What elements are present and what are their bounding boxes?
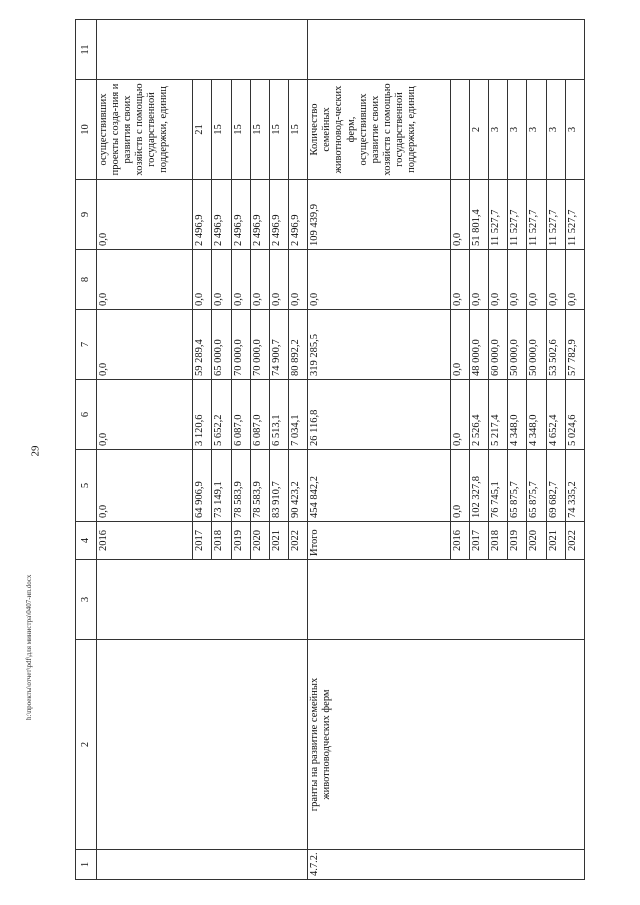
cell-indicator-value: 3 [527,80,546,180]
cell-value: 83 910,7 [269,450,288,522]
cell-col11 [97,20,308,80]
cell-value: 60 000,0 [488,310,507,380]
cell-value: 0,0 [508,250,527,310]
cell-value: 59 289,4 [193,310,212,380]
cell-value: 76 745,1 [488,450,507,522]
cell-indicator-value: 15 [250,80,269,180]
cell-value: 65 875,7 [527,450,546,522]
cell-indicator-value: 3 [488,80,507,180]
cell-indicator-value: 2 [469,80,488,180]
column-number-6: 6 [76,380,97,450]
cell-value: 78 583,9 [250,450,269,522]
rotated-table-wrapper [75,20,585,880]
cell-code [97,850,308,880]
indicator-text: осуществивших проекты созда-ния и развития своих хозяйств с помощью государственной поддержки, единиц [97,80,193,180]
cell-value: 6 087,0 [231,380,250,450]
cell-year: 2022 [289,522,308,560]
cell-value: 69 682,7 [546,450,565,522]
cell-year: 2016 [97,522,193,560]
cell-value: 70 000,0 [231,310,250,380]
cell-value: 0,0 [450,450,469,522]
cell-value: 78 583,9 [231,450,250,522]
cell-year: 2019 [231,522,250,560]
cell-value: 0,0 [231,250,250,310]
cell-value: 2 526,4 [469,380,488,450]
cell-year: 2022 [565,522,584,560]
cell-value: 11 527,7 [527,180,546,250]
column-number-3: 3 [76,560,97,640]
column-number-11: 11 [76,20,97,80]
cell-value: 90 423,2 [289,450,308,522]
cell-value: 70 000,0 [250,310,269,380]
cell-value: 5 217,4 [488,380,507,450]
cell-year: 2019 [508,522,527,560]
cell-name [97,640,308,850]
cell-indicator-value: 3 [508,80,527,180]
column-number-7: 7 [76,310,97,380]
cell-value: 0,0 [289,250,308,310]
cell-value: 2 496,9 [231,180,250,250]
cell-year: 2020 [527,522,546,560]
cell-indicator-value: 15 [231,80,250,180]
cell-value: 74 900,7 [269,310,288,380]
cell-value: 50 000,0 [508,310,527,380]
column-number-4: 4 [76,522,97,560]
cell-col11 [308,20,585,80]
total-value: 454 842,2 [308,450,450,522]
cell-value: 0,0 [450,380,469,450]
cell-value: 48 000,0 [469,310,488,380]
program-table [75,19,585,880]
cell-value: 3 120,6 [193,380,212,450]
cell-value: 0,0 [212,250,231,310]
cell-value: 0,0 [450,180,469,250]
cell-indicator-value: 3 [565,80,584,180]
column-number-1: 1 [76,850,97,880]
section-code: 4.7.2. [308,850,585,880]
cell-value: 0,0 [469,250,488,310]
cell-value: 6 087,0 [250,380,269,450]
cell-value: 5 652,2 [212,380,231,450]
cell-value: 0,0 [488,250,507,310]
cell-value: 51 801,4 [469,180,488,250]
cell-value: 2 496,9 [250,180,269,250]
cell-indicator-value: 3 [546,80,565,180]
cell-value: 4 652,4 [546,380,565,450]
cell-year: 2018 [488,522,507,560]
cell-value: 0,0 [250,250,269,310]
total-value: 109 439,9 [308,180,450,250]
cell-value: 2 496,9 [269,180,288,250]
cell-value: 2 496,9 [289,180,308,250]
cell-value: 11 527,7 [488,180,507,250]
total-value: 0,0 [308,250,450,310]
cell-col3 [97,560,308,640]
cell-value: 0,0 [565,250,584,310]
cell-year: 2016 [450,522,469,560]
page-number: 29 [29,445,42,457]
cell-value: 0,0 [97,180,193,250]
cell-value: 2 496,9 [212,180,231,250]
cell-value: 11 527,7 [508,180,527,250]
column-number-8: 8 [76,250,97,310]
cell-indicator-value: 15 [269,80,288,180]
total-value: 26 116,8 [308,380,450,450]
cell-value: 57 782,9 [565,310,584,380]
cell-value: 74 335,2 [565,450,584,522]
cell-value: 65 875,7 [508,450,527,522]
cell-value: 0,0 [450,250,469,310]
cell-indicator-value: 15 [212,80,231,180]
cell-value: 64 906,9 [193,450,212,522]
cell-year: 2021 [269,522,288,560]
cell-value: 0,0 [269,250,288,310]
cell-value: 50 000,0 [527,310,546,380]
cell-indicator-value: 21 [193,80,212,180]
cell-value: 0,0 [97,450,193,522]
cell-value: 0,0 [450,310,469,380]
table-row [97,20,193,880]
file-path-footer: h:\проекты\отчет\pdf\для министра\0407-ип.docx [25,574,33,720]
total-row [308,20,450,880]
cell-year: 2018 [212,522,231,560]
cell-value: 4 348,0 [508,380,527,450]
cell-value: 53 502,6 [546,310,565,380]
column-number-row [76,20,97,880]
column-number-2: 2 [76,640,97,850]
total-value: 319 285,5 [308,310,450,380]
cell-value: 4 348,0 [527,380,546,450]
cell-value: 0,0 [527,250,546,310]
cell-indicator-value [450,80,469,180]
cell-value: 73 149,1 [212,450,231,522]
cell-value: 2 496,9 [193,180,212,250]
cell-indicator-value: 15 [289,80,308,180]
column-number-9: 9 [76,180,97,250]
cell-value: 0,0 [97,380,193,450]
cell-value: 5 024,6 [565,380,584,450]
cell-value: 0,0 [193,250,212,310]
cell-value: 102 327,8 [469,450,488,522]
cell-year: 2021 [546,522,565,560]
cell-value: 0,0 [97,310,193,380]
cell-value: 65 000,0 [212,310,231,380]
cell-value: 6 513,1 [269,380,288,450]
cell-value: 80 892,2 [289,310,308,380]
cell-col3 [308,560,585,640]
cell-value: 0,0 [546,250,565,310]
section-name: гранты на развитие семейных животноводческих ферм [308,640,585,850]
column-number-5: 5 [76,450,97,522]
cell-value: 11 527,7 [565,180,584,250]
cell-year: 2020 [250,522,269,560]
cell-value: 0,0 [97,250,193,310]
total-label: Итого [308,522,450,560]
indicator-text: Количество семейных животновод-ческих ферм, осуществивших развитие своих хозяйств с помощью государственной поддержки, единиц [308,80,450,180]
cell-year: 2017 [469,522,488,560]
cell-value: 7 034,1 [289,380,308,450]
column-number-10: 10 [76,80,97,180]
cell-year: 2017 [193,522,212,560]
cell-value: 11 527,7 [546,180,565,250]
